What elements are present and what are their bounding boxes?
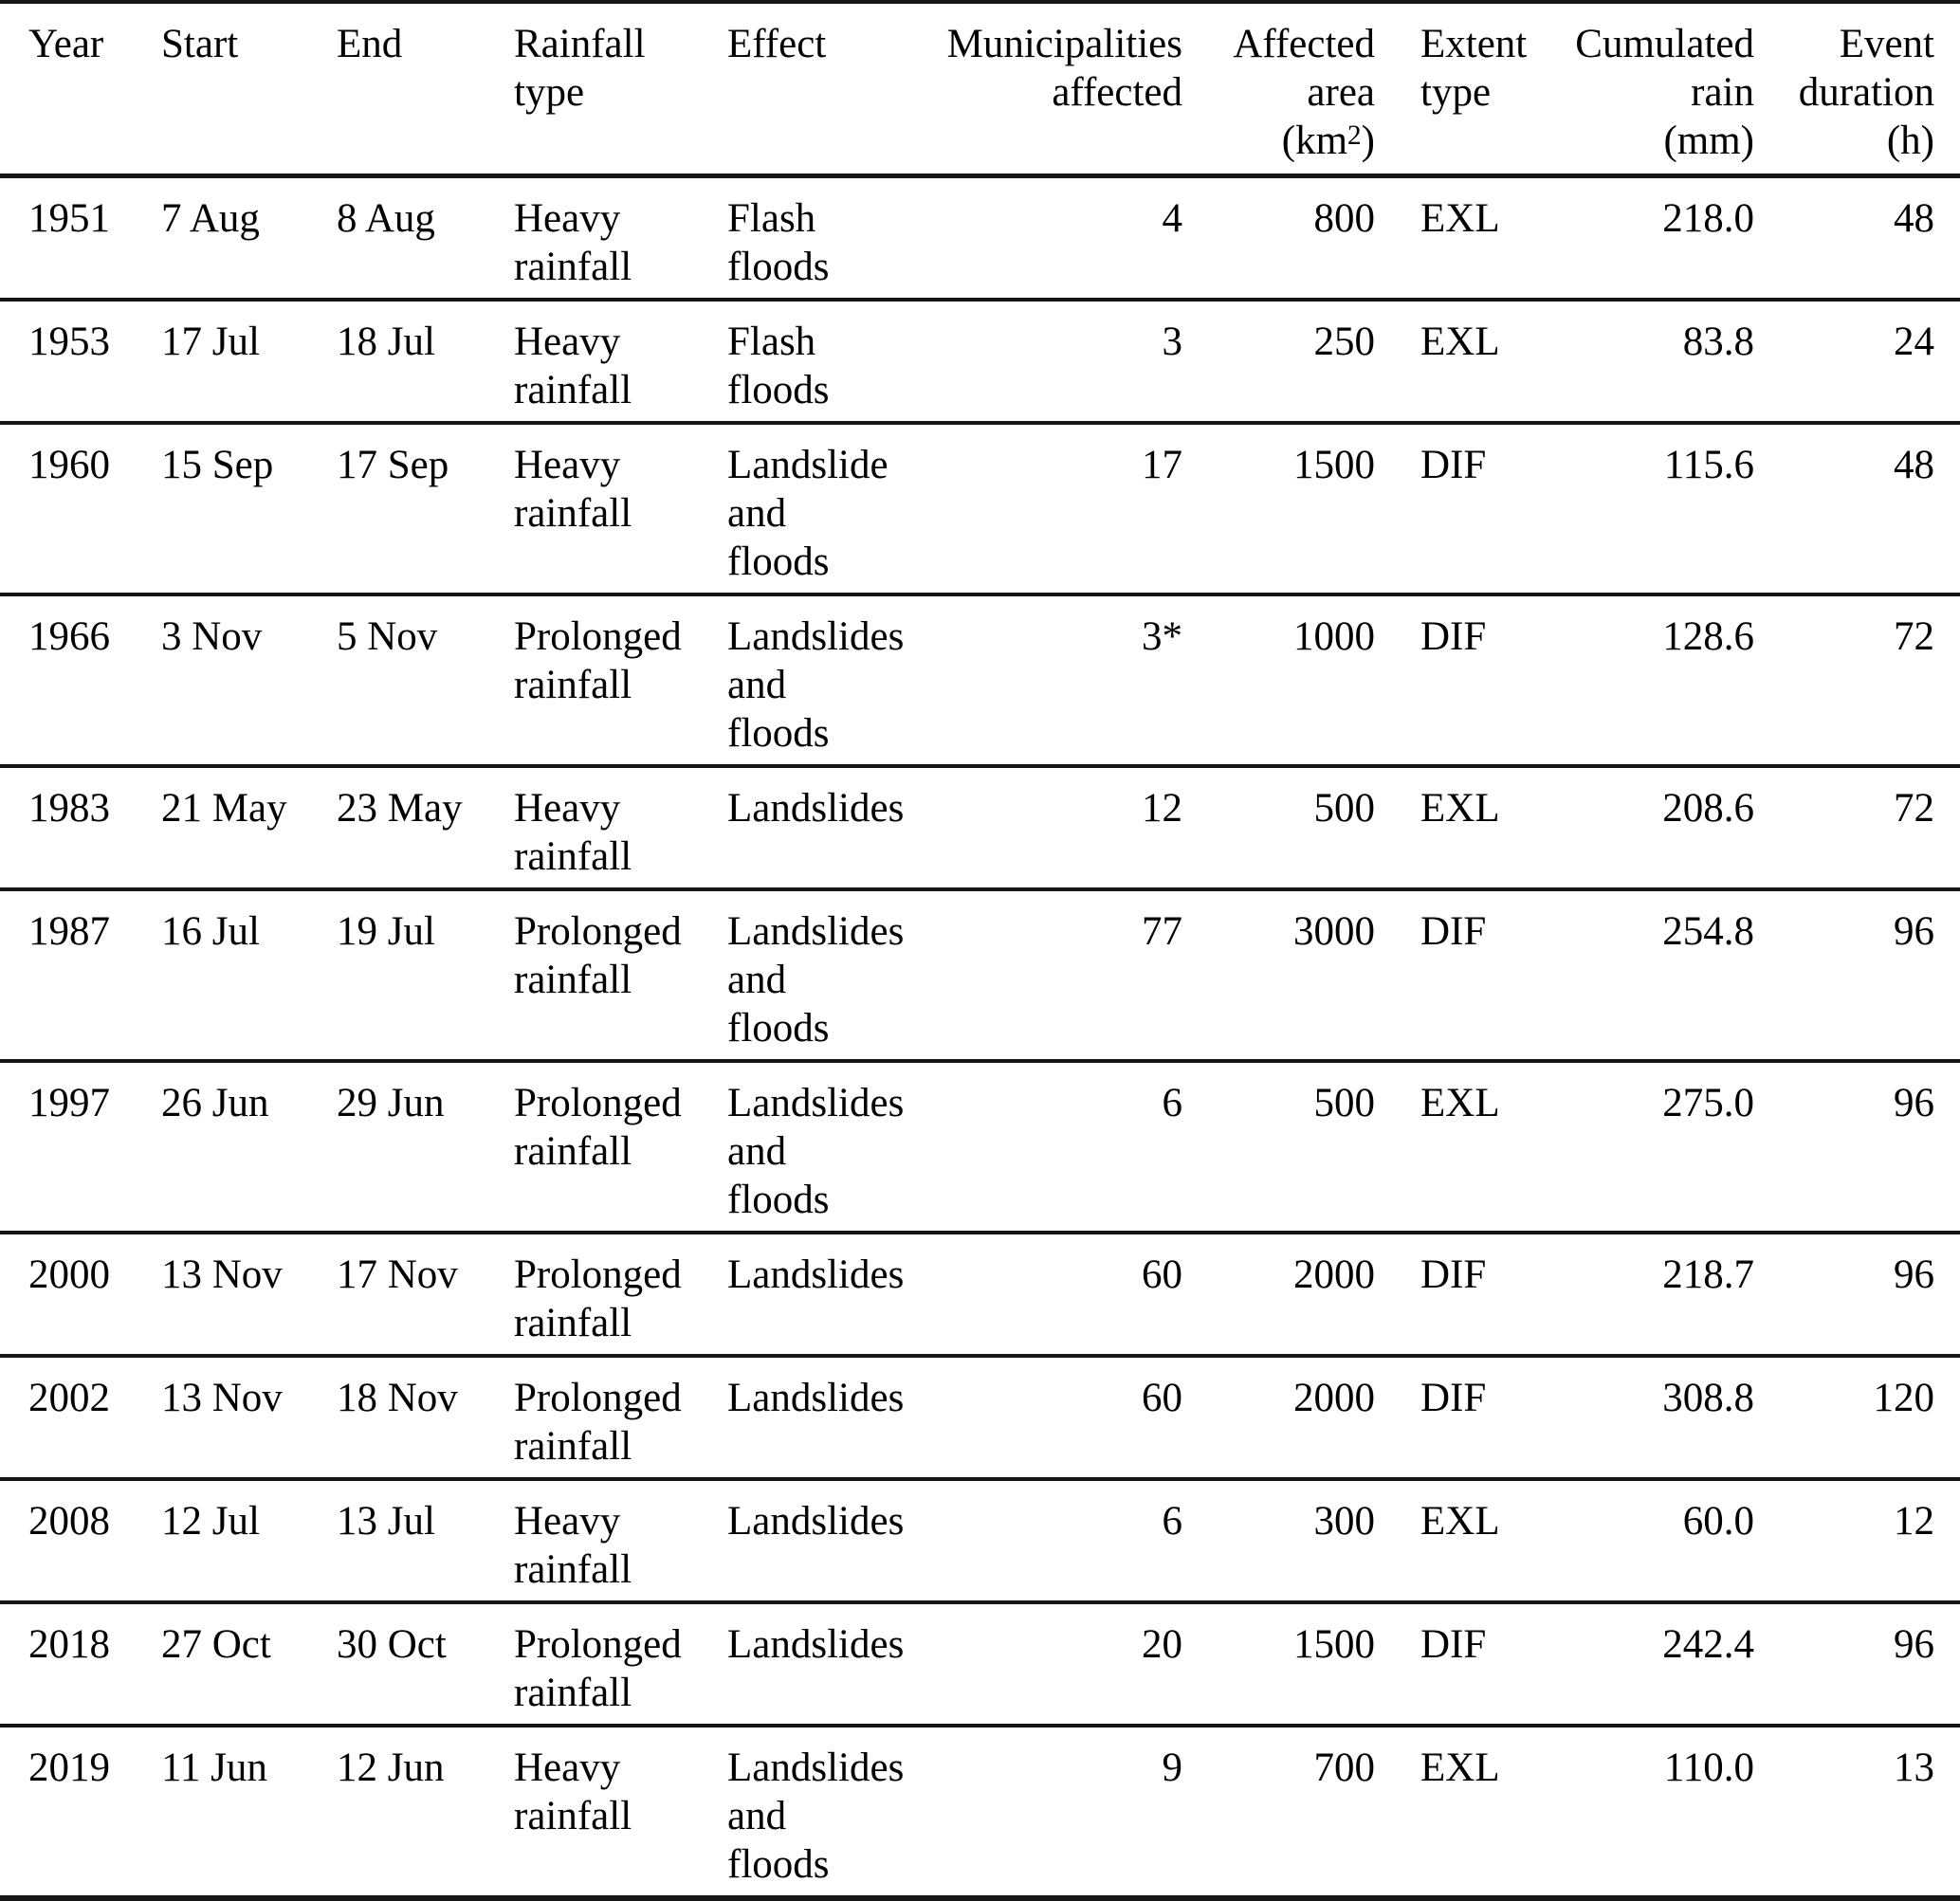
- cell-cumulated-rain: 110.0: [1569, 1726, 1754, 1898]
- cell-event-duration: 96: [1754, 1233, 1960, 1356]
- table-row: [0, 889, 1960, 1061]
- column-header-municipalities-affected: Municipalities affected: [943, 2, 1182, 176]
- cell-municipalities-affected: 60: [943, 1356, 1182, 1479]
- column-header-event-duration: Event duration (h): [1754, 2, 1960, 176]
- table-row: [0, 1726, 1960, 1898]
- cell-start: 7 Aug: [161, 176, 337, 301]
- cell-effect: Landslides and floods: [727, 1061, 943, 1233]
- cell-event-duration: 96: [1754, 1602, 1960, 1726]
- column-header-rainfall-type: Rainfall type: [514, 2, 727, 176]
- cell-end: 13 Jul: [337, 1479, 514, 1602]
- cell-municipalities-affected: 17: [943, 423, 1182, 594]
- cell-extent-type: EXL: [1375, 1061, 1569, 1233]
- cell-year: 2019: [0, 1726, 161, 1898]
- cell-rainfall-type: Heavy rainfall: [514, 300, 727, 423]
- cell-municipalities-affected: 6: [943, 1479, 1182, 1602]
- column-header-cumulated-rain: Cumulated rain (mm): [1569, 2, 1754, 176]
- column-header-extent-type: Extent type: [1375, 2, 1569, 176]
- cell-effect: Landslides: [727, 766, 943, 889]
- cell-end: 23 May: [337, 766, 514, 889]
- cell-end: 12 Jun: [337, 1726, 514, 1898]
- cell-affected-area: 500: [1182, 1061, 1375, 1233]
- cell-year: 1983: [0, 766, 161, 889]
- cell-year: 2008: [0, 1479, 161, 1602]
- cell-end: 19 Jul: [337, 889, 514, 1061]
- cell-end: 17 Sep: [337, 423, 514, 594]
- cell-rainfall-type: Heavy rainfall: [514, 1726, 727, 1898]
- cell-effect: Landslides: [727, 1233, 943, 1356]
- cell-affected-area: 800: [1182, 176, 1375, 301]
- cell-municipalities-affected: 3: [943, 300, 1182, 423]
- cell-effect: Landslides and floods: [727, 889, 943, 1061]
- cell-start: 11 Jun: [161, 1726, 337, 1898]
- cell-end: 5 Nov: [337, 594, 514, 766]
- cell-municipalities-affected: 60: [943, 1233, 1182, 1356]
- cell-affected-area: 2000: [1182, 1233, 1375, 1356]
- cell-event-duration: 72: [1754, 766, 1960, 889]
- cell-affected-area: 500: [1182, 766, 1375, 889]
- cell-extent-type: EXL: [1375, 176, 1569, 301]
- cell-effect: Landslides and floods: [727, 594, 943, 766]
- cell-rainfall-type: Heavy rainfall: [514, 423, 727, 594]
- cell-start: 17 Jul: [161, 300, 337, 423]
- cell-cumulated-rain: 218.0: [1569, 176, 1754, 301]
- cell-event-duration: 13: [1754, 1726, 1960, 1898]
- cell-end: 18 Nov: [337, 1356, 514, 1479]
- cell-municipalities-affected: 6: [943, 1061, 1182, 1233]
- cell-cumulated-rain: 115.6: [1569, 423, 1754, 594]
- cell-extent-type: EXL: [1375, 766, 1569, 889]
- cell-event-duration: 72: [1754, 594, 1960, 766]
- cell-effect: Landslides: [727, 1479, 943, 1602]
- column-header-start: Start: [161, 2, 337, 176]
- cell-effect: Landslides: [727, 1356, 943, 1479]
- cell-affected-area: 250: [1182, 300, 1375, 423]
- cell-start: 16 Jul: [161, 889, 337, 1061]
- cell-start: 13 Nov: [161, 1233, 337, 1356]
- column-header-year: Year: [0, 2, 161, 176]
- cell-end: 29 Jun: [337, 1061, 514, 1233]
- cell-extent-type: DIF: [1375, 1356, 1569, 1479]
- cell-affected-area: 1500: [1182, 1602, 1375, 1726]
- cell-affected-area: 1500: [1182, 423, 1375, 594]
- header-row: [0, 2, 1960, 176]
- cell-municipalities-affected: 9: [943, 1726, 1182, 1898]
- cell-start: 27 Oct: [161, 1602, 337, 1726]
- column-header-affected-area: Affected area $(km^2)$: [1182, 2, 1375, 176]
- cell-effect: Flash floods: [727, 300, 943, 423]
- cell-cumulated-rain: 218.7: [1569, 1233, 1754, 1356]
- cell-year: 2000: [0, 1233, 161, 1356]
- cell-cumulated-rain: 254.8: [1569, 889, 1754, 1061]
- cell-year: 2018: [0, 1602, 161, 1726]
- cell-end: 8 Aug: [337, 176, 514, 301]
- cell-start: 12 Jul: [161, 1479, 337, 1602]
- cell-extent-type: EXL: [1375, 1479, 1569, 1602]
- table-row: [0, 423, 1960, 594]
- cell-extent-type: EXL: [1375, 1726, 1569, 1898]
- cell-year: 1960: [0, 423, 161, 594]
- cell-year: 1987: [0, 889, 161, 1061]
- cell-effect: Landslide and floods: [727, 423, 943, 594]
- cell-year: 1953: [0, 300, 161, 423]
- cell-year: 2002: [0, 1356, 161, 1479]
- cell-start: 21 May: [161, 766, 337, 889]
- cell-rainfall-type: Prolonged rainfall: [514, 1061, 727, 1233]
- cell-rainfall-type: Heavy rainfall: [514, 766, 727, 889]
- cell-start: 26 Jun: [161, 1061, 337, 1233]
- cell-rainfall-type: Prolonged rainfall: [514, 1356, 727, 1479]
- cell-event-duration: 24: [1754, 300, 1960, 423]
- cell-year: 1997: [0, 1061, 161, 1233]
- table-header: [0, 2, 1960, 176]
- cell-municipalities-affected: 20: [943, 1602, 1182, 1726]
- cell-affected-area: 1000: [1182, 594, 1375, 766]
- cell-cumulated-rain: 242.4: [1569, 1602, 1754, 1726]
- table-row: [0, 1356, 1960, 1479]
- superscript: 2: [1347, 120, 1362, 151]
- cell-event-duration: 96: [1754, 889, 1960, 1061]
- cell-cumulated-rain: 60.0: [1569, 1479, 1754, 1602]
- cell-extent-type: DIF: [1375, 1602, 1569, 1726]
- cell-rainfall-type: Heavy rainfall: [514, 176, 727, 301]
- cell-rainfall-type: Prolonged rainfall: [514, 1602, 727, 1726]
- cell-effect: Flash floods: [727, 176, 943, 301]
- cell-cumulated-rain: 208.6: [1569, 766, 1754, 889]
- cell-event-duration: 96: [1754, 1061, 1960, 1233]
- cell-rainfall-type: Prolonged rainfall: [514, 594, 727, 766]
- cell-rainfall-type: Prolonged rainfall: [514, 1233, 727, 1356]
- cell-affected-area: 2000: [1182, 1356, 1375, 1479]
- cell-cumulated-rain: 308.8: [1569, 1356, 1754, 1479]
- table-row: [0, 1479, 1960, 1602]
- cell-effect: Landslides and floods: [727, 1726, 943, 1898]
- table-row: [0, 1061, 1960, 1233]
- column-header-end: End: [337, 2, 514, 176]
- cell-event-duration: 48: [1754, 176, 1960, 301]
- cell-start: 15 Sep: [161, 423, 337, 594]
- cell-rainfall-type: Heavy rainfall: [514, 1479, 727, 1602]
- cell-extent-type: EXL: [1375, 300, 1569, 423]
- cell-year: 1951: [0, 176, 161, 301]
- cell-municipalities-affected: 4: [943, 176, 1182, 301]
- cell-event-duration: 48: [1754, 423, 1960, 594]
- cell-event-duration: 120: [1754, 1356, 1960, 1479]
- table-row: [0, 300, 1960, 423]
- cell-end: 30 Oct: [337, 1602, 514, 1726]
- cell-end: 18 Jul: [337, 300, 514, 423]
- table-body: [0, 176, 1960, 1899]
- cell-cumulated-rain: 128.6: [1569, 594, 1754, 766]
- cell-extent-type: DIF: [1375, 423, 1569, 594]
- cell-cumulated-rain: 275.0: [1569, 1061, 1754, 1233]
- cell-cumulated-rain: 83.8: [1569, 300, 1754, 423]
- cell-extent-type: DIF: [1375, 594, 1569, 766]
- cell-municipalities-affected: 3*: [943, 594, 1182, 766]
- cell-affected-area: 700: [1182, 1726, 1375, 1898]
- cell-start: 13 Nov: [161, 1356, 337, 1479]
- table-row: [0, 1602, 1960, 1726]
- cell-municipalities-affected: 77: [943, 889, 1182, 1061]
- cell-end: 17 Nov: [337, 1233, 514, 1356]
- cell-affected-area: 300: [1182, 1479, 1375, 1602]
- column-header-effect: Effect: [727, 2, 943, 176]
- table-row: [0, 594, 1960, 766]
- table-row: [0, 1233, 1960, 1356]
- cell-year: 1966: [0, 594, 161, 766]
- cell-rainfall-type: Prolonged rainfall: [514, 889, 727, 1061]
- cell-affected-area: 3000: [1182, 889, 1375, 1061]
- cell-extent-type: DIF: [1375, 1233, 1569, 1356]
- cell-start: 3 Nov: [161, 594, 337, 766]
- cell-event-duration: 12: [1754, 1479, 1960, 1602]
- table-row: [0, 766, 1960, 889]
- table-row: [0, 176, 1960, 301]
- cell-extent-type: DIF: [1375, 889, 1569, 1061]
- cell-effect: Landslides: [727, 1602, 943, 1726]
- cell-municipalities-affected: 12: [943, 766, 1182, 889]
